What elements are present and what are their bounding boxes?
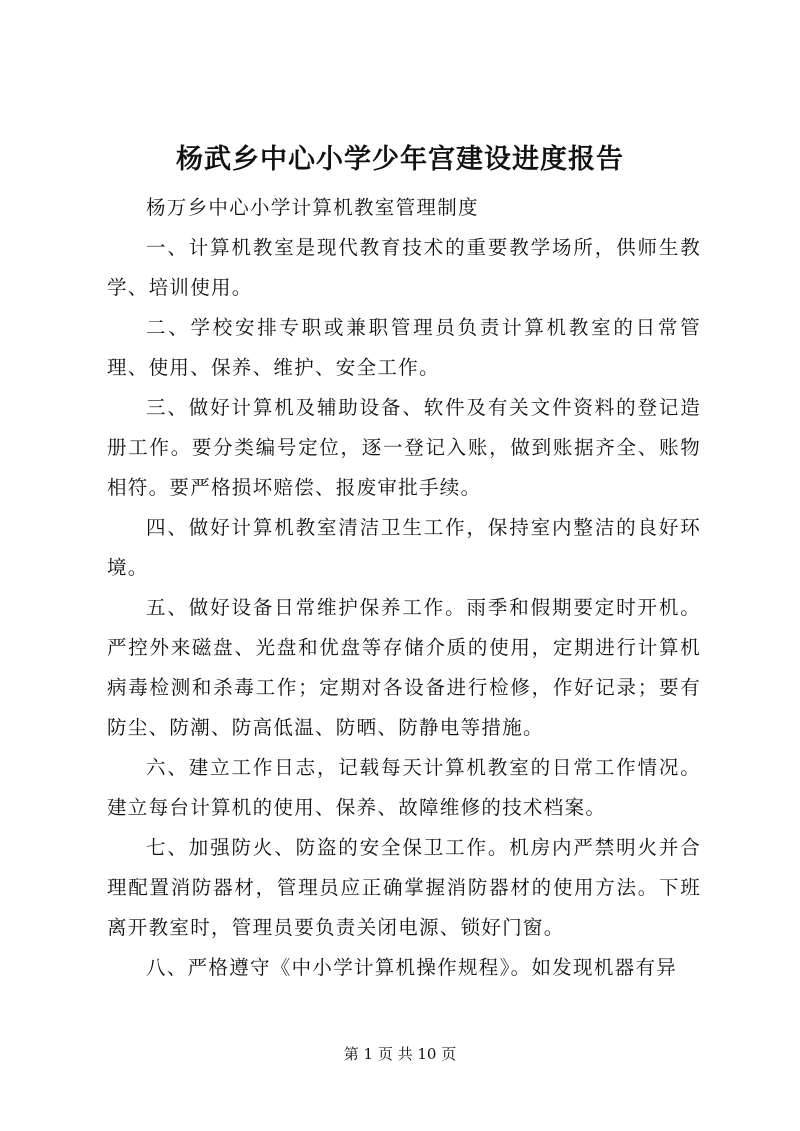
paragraph-rule-7: 七、加强防火、防盗的安全保卫工作。机房内严禁明火并合理配置消防器材，管理员应正确掌握消防器材的使用方法。下班离开教室时，管理员要负责关闭电源、锁好门窗。 <box>107 836 701 939</box>
paragraph-rule-5: 五、做好设备日常维护保养工作。雨季和假期要定时开机。严控外来磁盘、光盘和优盘等存储介质的使用，定期进行计算机病毒检测和杀毒工作；定期对各设备进行检修，作好记录；要有防尘、防潮、防高低温、防晒、防静电等措施。 <box>107 596 701 739</box>
paragraph-rule-1: 一、计算机教室是现代教育技术的重要教学场所，供师生教学、培训使用。 <box>107 236 701 299</box>
document-body <box>107 188 701 988</box>
paragraph-rule-4: 四、做好计算机教室清洁卫生工作，保持室内整洁的良好环境。 <box>107 516 701 579</box>
document-title: 杨武乡中心小学少年宫建设进度报告 <box>176 144 624 175</box>
paragraph-rule-6: 六、建立工作日志，记载每天计算机教室的日常工作情况。建立每台计算机的使用、保养、故障维修的技术档案。 <box>107 756 701 819</box>
paragraph-subtitle: 杨万乡中心小学计算机教室管理制度 <box>146 196 479 219</box>
paragraph-rule-2: 二、学校安排专职或兼职管理员负责计算机教室的日常管理、使用、保养、维护、安全工作。 <box>107 316 701 379</box>
paragraph-rule-8: 八、严格遵守《中小学计算机操作规程》。如发现机器有异 <box>146 956 678 979</box>
paragraph-rule-3: 三、做好计算机及辅助设备、软件及有关文件资料的登记造册工作。要分类编号定位，逐一登记入账，做到账据齐全、账物相符。要严格损坏赔偿、报废审批手续。 <box>107 396 701 499</box>
page-number-footer: 第 1 页 共 10 页 <box>343 1045 457 1063</box>
